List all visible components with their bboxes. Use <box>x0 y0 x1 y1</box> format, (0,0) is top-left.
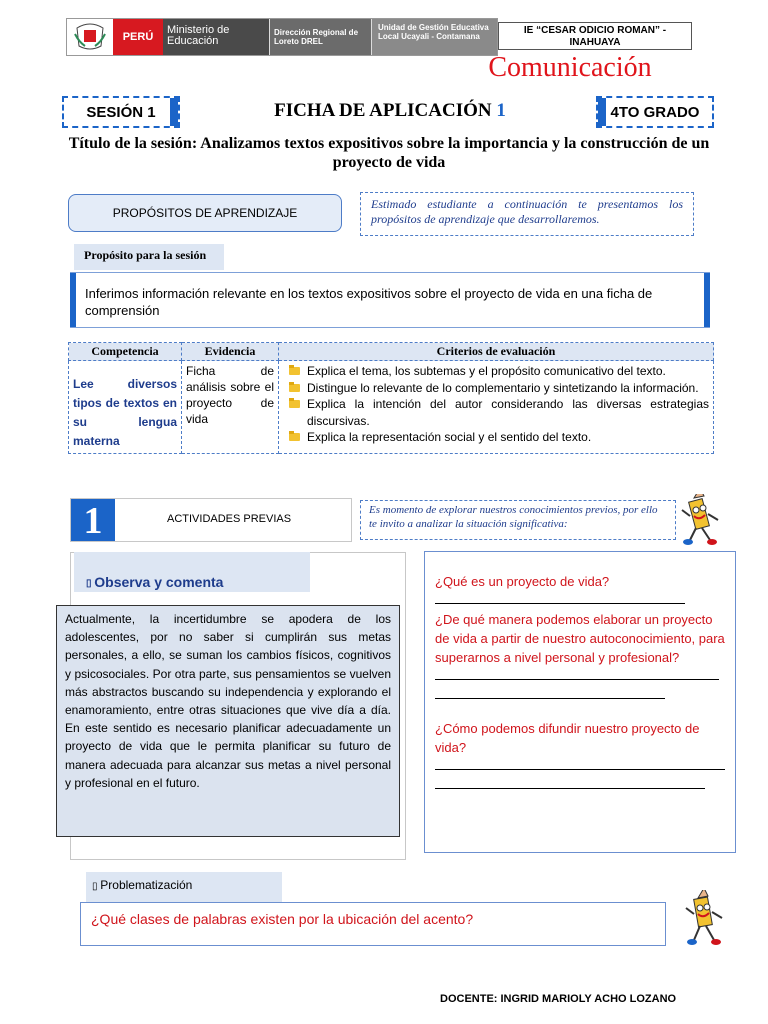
criterio-text: Explica la intención del autor considerando las diversas estrategias discursivas. <box>307 397 709 428</box>
ficha-title <box>200 100 580 122</box>
activity-label: ACTIVIDADES PREVIAS <box>167 513 292 525</box>
answer-line[interactable] <box>435 667 719 680</box>
ficha-number: 1 <box>496 100 506 121</box>
question-1: ¿Qué es un proyecto de vida? <box>435 574 610 589</box>
competencia-cell: Lee diversos tipos de textos en su lengua materna <box>69 361 182 454</box>
activities-intro: Es momento de explorar nuestros conocimientos previos, por ello te invito a analizar la situación significativa: <box>360 500 676 540</box>
list-item <box>283 429 709 446</box>
school-name: IE “CESAR ODICIO ROMAN” - INAHUAYA <box>498 22 692 50</box>
table-header: Evidencia <box>182 343 279 361</box>
criterios-cell <box>279 361 714 454</box>
peru-crest-icon <box>67 19 113 55</box>
question-2: ¿De qué manera podemos elaborar un proyecto de vida a partir de nuestro autoconocimiento, para superarnos a nivel personal y profesional? <box>435 612 725 665</box>
session-badge <box>62 96 180 128</box>
questions-box <box>424 551 736 853</box>
evaluation-table <box>68 342 714 454</box>
pencil-mascot-icon <box>682 890 726 946</box>
list-item <box>283 380 709 397</box>
folder-icon <box>289 384 300 392</box>
regional-label: Dirección Regional de Loreto DREL <box>269 19 371 55</box>
criterio-text: Explica el tema, los subtemas y el propósito comunicativo del texto. <box>307 364 666 378</box>
folder-icon <box>289 433 300 441</box>
activities-header <box>70 498 352 542</box>
answer-line[interactable] <box>435 776 705 789</box>
table-header: Competencia <box>69 343 182 361</box>
question-3: ¿Cómo podemos difundir nuestro proyecto de vida? <box>435 721 700 755</box>
country-label: PERÚ <box>113 19 163 55</box>
pencil-mascot-icon <box>678 494 722 546</box>
problem-question: ¿Qué clases de palabras existen por la ubicación del acento? <box>80 902 666 946</box>
ministry-label: Ministerio de Educación <box>163 19 269 55</box>
grade-badge <box>596 96 714 128</box>
evidencia-cell: Ficha de análisis sobre el proyecto de vida <box>182 361 279 454</box>
answer-line[interactable] <box>435 686 665 699</box>
session-title: Título de la sesión: Analizamos textos expositivos sobre la importancia y la construcción de un proyecto de vida <box>68 135 710 171</box>
session-purpose-box <box>70 272 710 328</box>
criterio-text: Distingue lo relevante de lo complementario y sintetizando la información. <box>307 380 699 395</box>
situation-text: Actualmente, la incertidumbre se apodera de los adolescentes, por no saber si cumplirán sus metas personales, a ello, se suman los cambios físicos, cognitivos y psicosociales. Por otra parte, sus pensamientos se vuelven más abstractos buscando su independencia y explorando el enamoramiento, entre otras situaciones que vive día a día. En este sentido es necesario planificar adecuadamente un proyecto de vida que le permita planificar su futuro de manera adecuada para alcanzar sus metas a nivel personal y profesional en el futuro. <box>56 605 400 837</box>
institution-header <box>66 18 498 56</box>
bullet-icon: ▯ <box>92 881 101 892</box>
subject-title: Comunicación <box>488 52 652 83</box>
session-purpose-text: Inferimos información relevante en los textos expositivos sobre el proyecto de vida en una ficha de comprensión <box>85 286 653 318</box>
teacher-name: DOCENTE: INGRID MARIOLY ACHO LOZANO <box>440 993 677 1005</box>
problem-heading <box>86 872 282 902</box>
bullet-icon: ▯ <box>86 577 95 589</box>
folder-icon <box>289 400 300 408</box>
grade-label: 4TO GRADO <box>610 103 700 121</box>
observe-heading <box>74 552 310 592</box>
list-item <box>283 363 709 380</box>
list-item <box>283 396 709 429</box>
answer-line[interactable] <box>435 591 685 604</box>
purpose-intro: Estimado estudiante a continuación te presentamos los propósitos de aprendizaje que desarrollaremos. <box>360 192 694 236</box>
ugel-label: Unidad de Gestión Educativa Local Ucayali - Contamana <box>371 19 497 55</box>
folder-icon <box>289 367 300 375</box>
answer-line[interactable] <box>435 757 725 770</box>
observe-text: Observa y comenta <box>94 574 224 590</box>
activity-number: 1 <box>71 499 115 541</box>
purpose-box: PROPÓSITOS DE APRENDIZAJE <box>68 194 342 232</box>
criterio-text: Explica la representación social y el sentido del texto. <box>307 430 592 444</box>
session-label: SESIÓN 1 <box>86 103 156 121</box>
problem-heading-text: Problematización <box>100 878 193 892</box>
ficha-title-text: FICHA DE APLICACIÓN <box>274 100 492 121</box>
session-purpose-heading: Propósito para la sesión <box>74 244 224 270</box>
table-header: Criterios de evaluación <box>279 343 714 361</box>
